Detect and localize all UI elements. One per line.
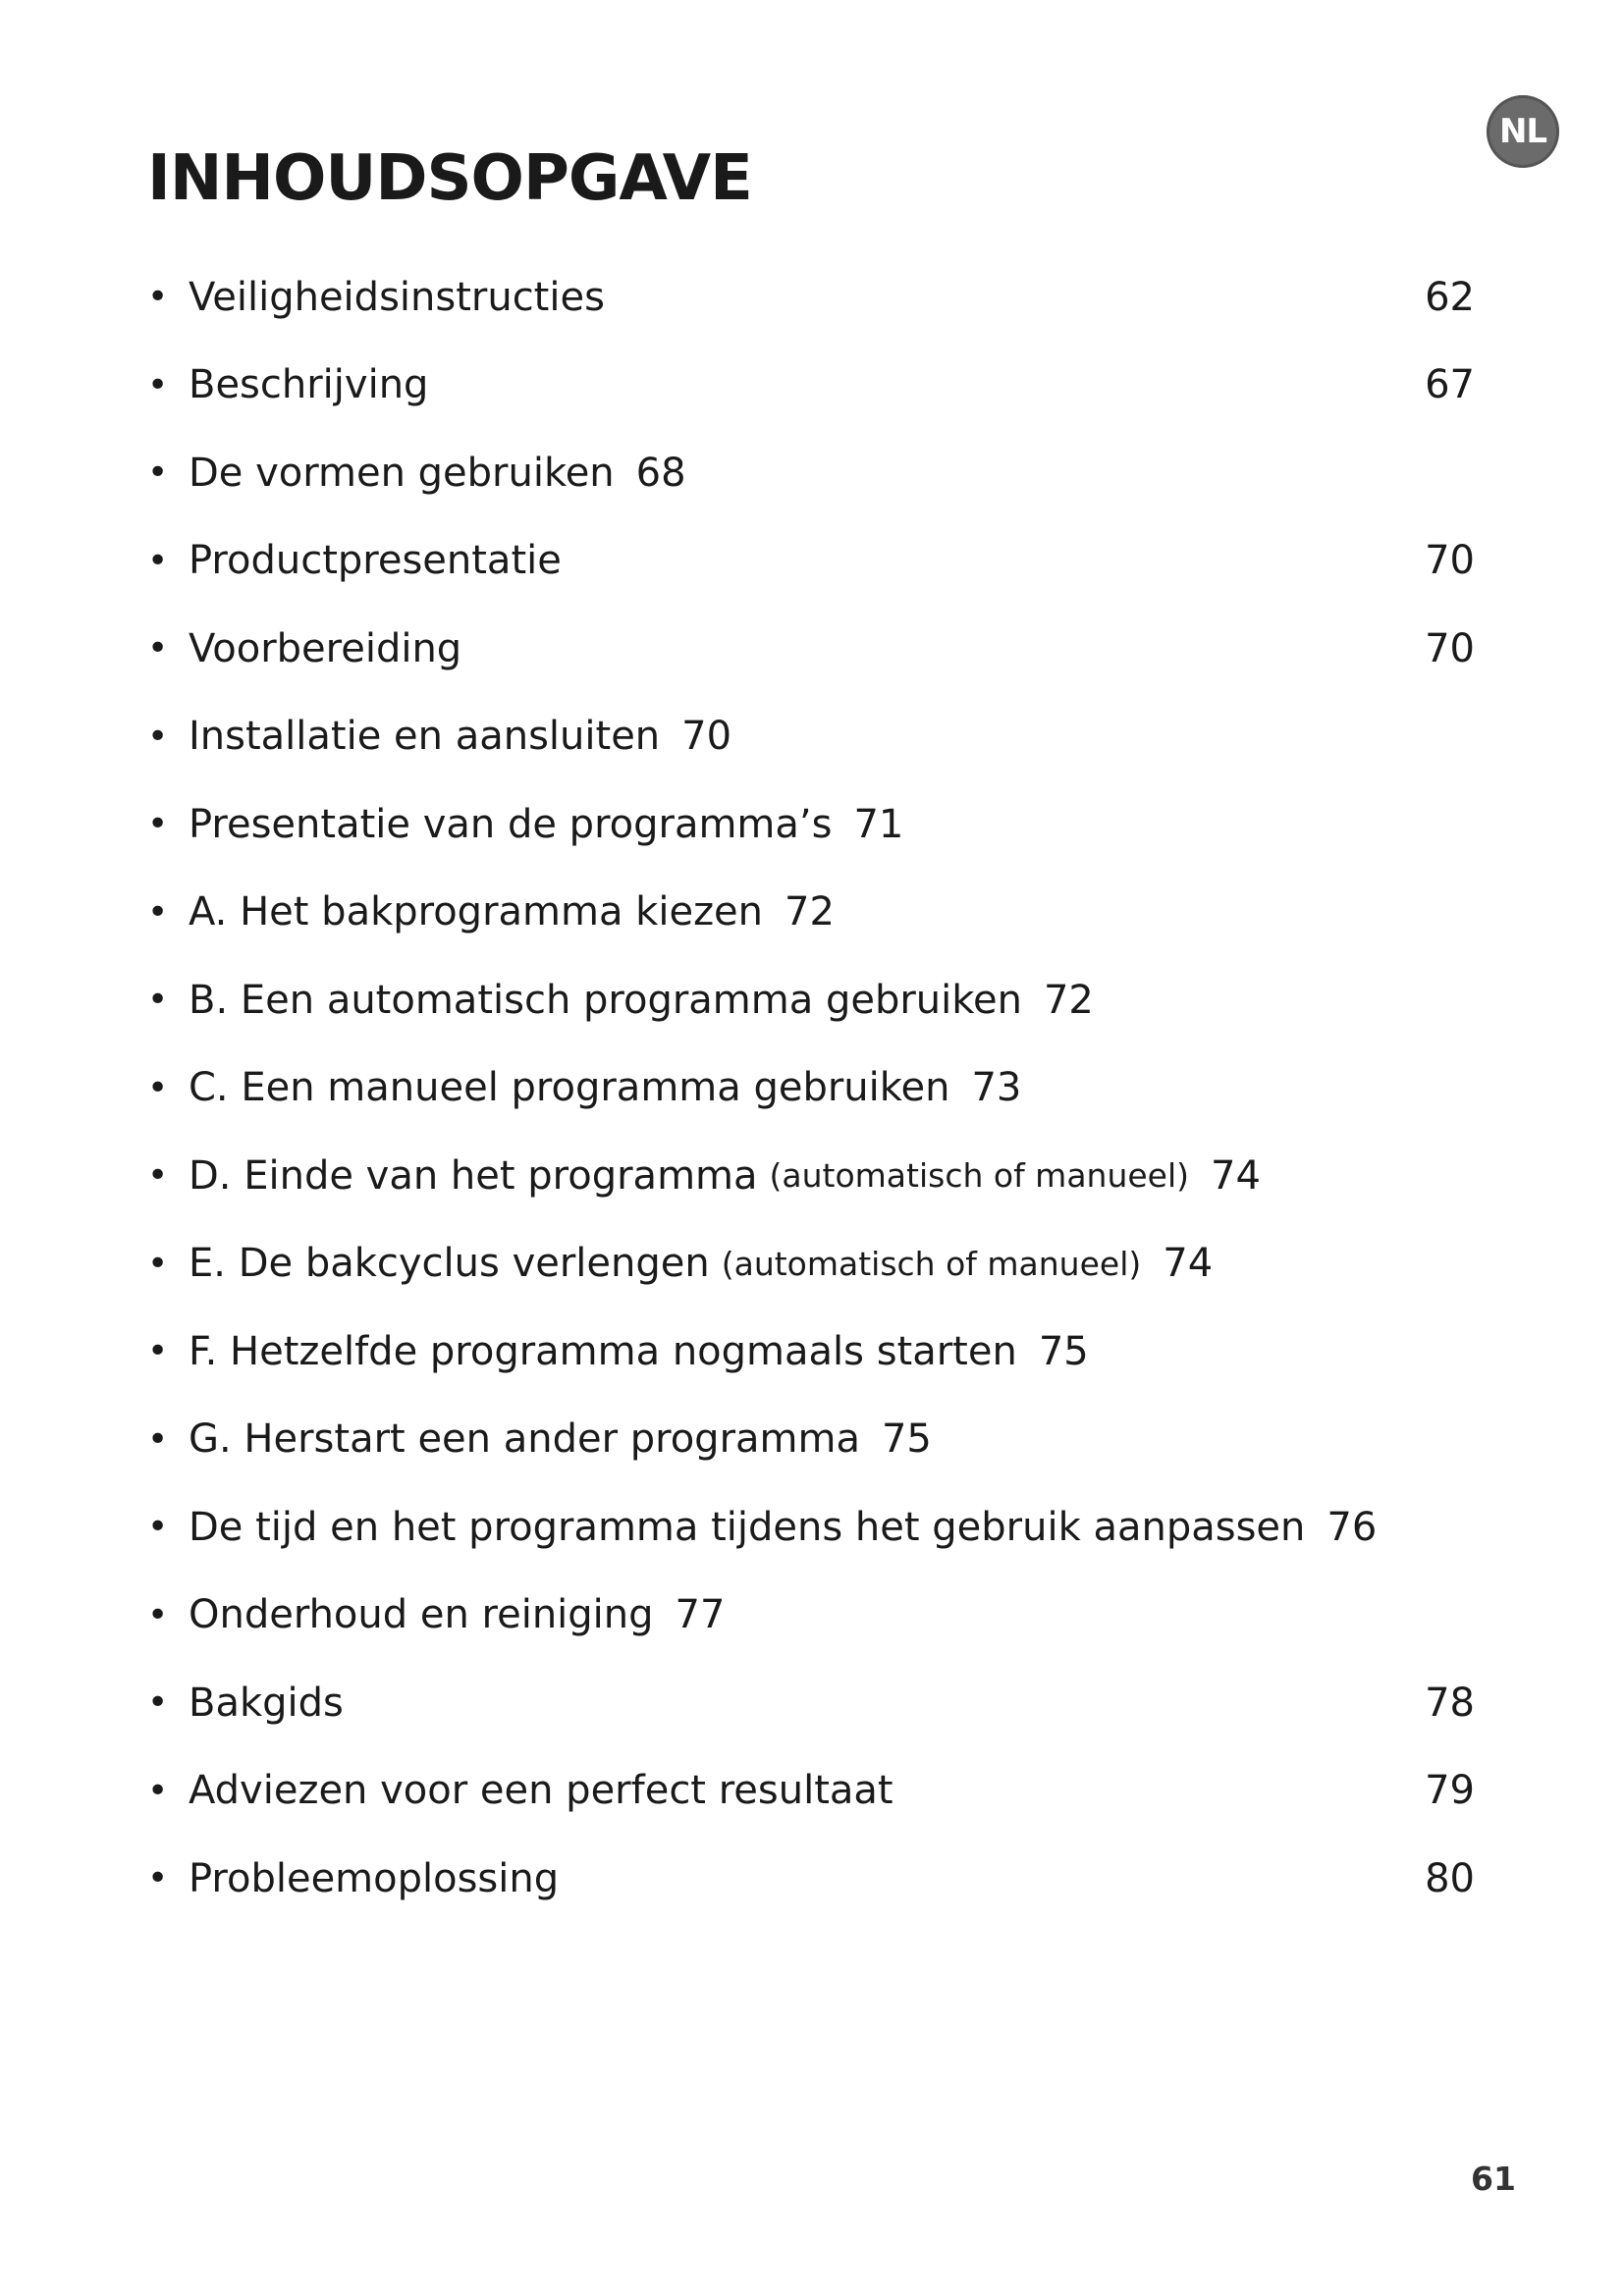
toc-entry-page: 80 [1425,1855,1475,1901]
language-badge: NL [1487,95,1559,168]
page-number: 61 [1471,2160,1516,2198]
toc-entry-label: Installatie en aansluiten [189,714,661,760]
toc-entry-page: 72 [785,889,835,935]
toc-entry-page: 75 [881,1416,932,1463]
toc-entry-label: Veiligheidsinstructies [189,274,605,320]
toc-entry-label: Onderhoud en reiniging [189,1592,654,1638]
bullet-icon: • [147,1507,169,1548]
bullet-icon: • [147,453,169,494]
toc-entry-page: 68 [635,450,686,496]
toc-entry[interactable] [147,693,1475,781]
bullet-icon: • [147,1682,169,1724]
toc-entry-page: 70 [681,714,732,760]
toc-entry-page: 79 [1425,1768,1475,1814]
toc-entry-label: Beschrijving [189,362,429,408]
bullet-icon: • [147,1418,169,1460]
toc-entry-label: E. De bakcyclus verlengen [189,1241,710,1287]
toc-entry-page: 62 [1425,274,1475,320]
toc-entry-label: A. Het bakprogramma kiezen [189,889,764,935]
toc-entry[interactable] [147,1835,1475,1923]
toc-entry[interactable] [147,1132,1475,1220]
toc-entry-label: De tijd en het programma tijdens het gebruik aanpassen [189,1504,1306,1550]
toc-entry-page: 70 [1425,625,1475,671]
bullet-icon: • [147,364,169,405]
toc-entry-page: 73 [971,1065,1022,1111]
bullet-icon: • [147,540,169,581]
toc-entry[interactable] [147,1396,1475,1484]
toc-entry-page: 76 [1326,1504,1378,1550]
toc-entry-page: 67 [1425,362,1475,408]
toc-entry-page: 71 [853,801,904,847]
toc-entry-page: 78 [1425,1680,1475,1726]
toc-entry-page: 74 [1211,1152,1261,1199]
toc-entry-label: Productpresentatie [189,538,562,584]
toc-entry-label: Presentatie van de programma’s [189,801,833,847]
toc-entry[interactable] [147,1483,1475,1572]
page-title: INHOUDSOPGAVE [147,142,752,215]
toc-entry-label: Bakgids [189,1680,344,1726]
toc-entry-label: C. Een manueel programma gebruiken [189,1065,950,1111]
toc-entry[interactable] [147,1572,1475,1660]
bullet-icon: • [147,1243,169,1284]
bullet-icon: • [147,1858,169,1899]
bullet-icon: • [147,628,169,669]
toc-entry[interactable] [147,342,1475,430]
bullet-icon: • [147,1331,169,1372]
toc-entry-label: D. Einde van het programma [189,1152,758,1199]
toc-entry-page: 70 [1425,538,1475,584]
bullet-icon: • [147,716,169,757]
toc-entry[interactable] [147,1308,1475,1396]
bullet-icon: • [147,804,169,845]
toc-entry[interactable] [147,429,1475,517]
toc-entry[interactable] [147,517,1475,606]
toc-entry-label: Adviezen voor een perfect resultaat [189,1768,893,1814]
toc-entry[interactable] [147,780,1475,869]
toc-entry[interactable] [147,605,1475,693]
bullet-icon: • [147,1770,169,1811]
toc-entry-label: Voorbereiding [189,625,462,671]
bullet-icon: • [147,891,169,933]
toc-entry-note: (automatisch of manueel) [721,1244,1142,1283]
toc-entry[interactable] [147,1747,1475,1836]
bullet-icon: • [147,1155,169,1197]
table-of-contents [147,253,1475,1923]
toc-entry-label: Probleemoplossing [189,1855,560,1901]
toc-entry-page: 74 [1163,1241,1214,1287]
toc-entry[interactable] [147,1044,1475,1133]
bullet-icon: • [147,1594,169,1635]
toc-entry-label: G. Herstart een ander programma [189,1416,860,1463]
toc-entry[interactable] [147,1220,1475,1308]
toc-entry-page: 75 [1038,1328,1089,1374]
toc-entry-note: (automatisch of manueel) [769,1156,1190,1196]
toc-entry[interactable] [147,1659,1475,1747]
toc-entry-label: De vormen gebruiken [189,450,615,496]
toc-entry-label: B. Een automatisch programma gebruiken [189,977,1022,1023]
bullet-icon: • [147,1067,169,1108]
toc-entry-page: 72 [1043,977,1094,1023]
bullet-icon: • [147,277,169,318]
toc-entry-label: F. Hetzelfde programma nogmaals starten [189,1328,1017,1374]
toc-entry[interactable] [147,956,1475,1044]
toc-entry[interactable] [147,869,1475,957]
toc-entry[interactable] [147,253,1475,342]
bullet-icon: • [147,980,169,1021]
toc-entry-page: 77 [675,1592,726,1638]
